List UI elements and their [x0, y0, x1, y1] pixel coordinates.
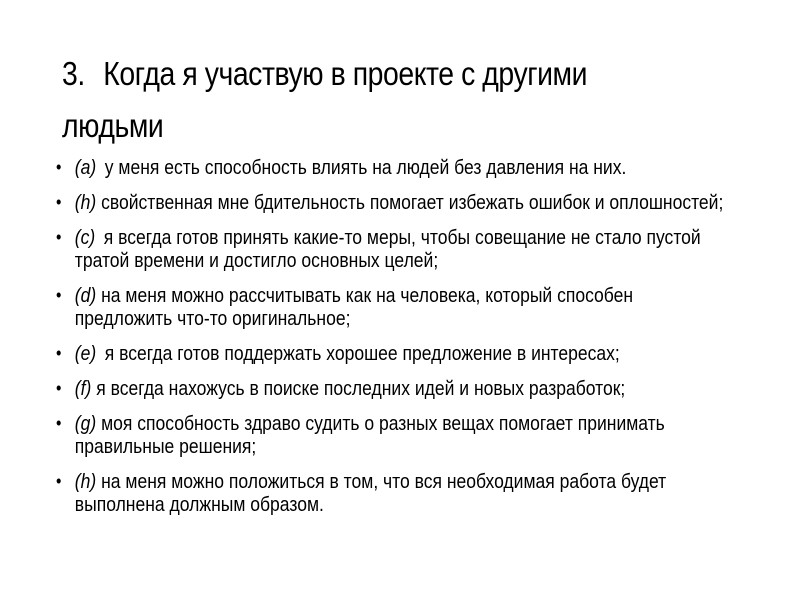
title-text: Когда я участвую в проекте с другими людьми	[62, 55, 588, 144]
item-letter: (h)	[74, 470, 97, 493]
bullet-item-h	[56, 191, 731, 214]
bullet-icon: •	[56, 413, 62, 433]
bullet-item-h-2	[56, 470, 731, 516]
item-text: моя способность здраво судить о разных вещах помогает принимать правильные решения;	[74, 412, 665, 458]
item-letter: (c)	[74, 226, 96, 249]
item-text: на меня можно положиться в том, что вся необходимая работа будет выполнена должным образом.	[74, 470, 667, 516]
item-letter: (f)	[74, 377, 92, 400]
item-text: я всегда готов поддержать хорошее предложение в интересах;	[104, 342, 620, 365]
bullet-item-d	[56, 284, 731, 330]
item-text: свойственная мне бдительность помогает избежать ошибок и оплошностей;	[101, 191, 724, 214]
bullet-list	[56, 156, 731, 528]
bullet-icon: •	[56, 227, 62, 247]
bullet-item-e	[56, 342, 731, 365]
item-letter: (d)	[74, 284, 97, 307]
item-letter: (h)	[74, 191, 97, 214]
title-number: 3.	[62, 55, 85, 92]
item-letter: (a)	[74, 156, 97, 179]
item-text: на меня можно рассчитывать как на человека, который способен предложить что-то оригинальное;	[74, 284, 634, 330]
item-text: у меня есть способность влиять на людей без давления на них.	[104, 156, 627, 179]
item-letter: (g)	[74, 412, 97, 435]
bullet-item-g	[56, 412, 731, 458]
item-text: я всегда нахожусь в поиске последних идей и новых разработок;	[96, 377, 626, 400]
bullet-item-f	[56, 377, 731, 400]
bullet-item-a	[56, 156, 731, 179]
bullet-icon: •	[56, 471, 62, 491]
bullet-icon: •	[56, 285, 62, 305]
bullet-icon: •	[56, 378, 62, 398]
bullet-icon: •	[56, 343, 62, 363]
bullet-icon: •	[56, 157, 62, 177]
item-text: я всегда готов принять какие-то меры, чтобы совещание не стало пустой тратой времени и достигло основных целей;	[74, 226, 701, 272]
bullet-item-c	[56, 226, 731, 272]
slide-title	[62, 48, 664, 152]
item-letter: (e)	[74, 342, 97, 365]
bullet-icon: •	[56, 192, 62, 212]
